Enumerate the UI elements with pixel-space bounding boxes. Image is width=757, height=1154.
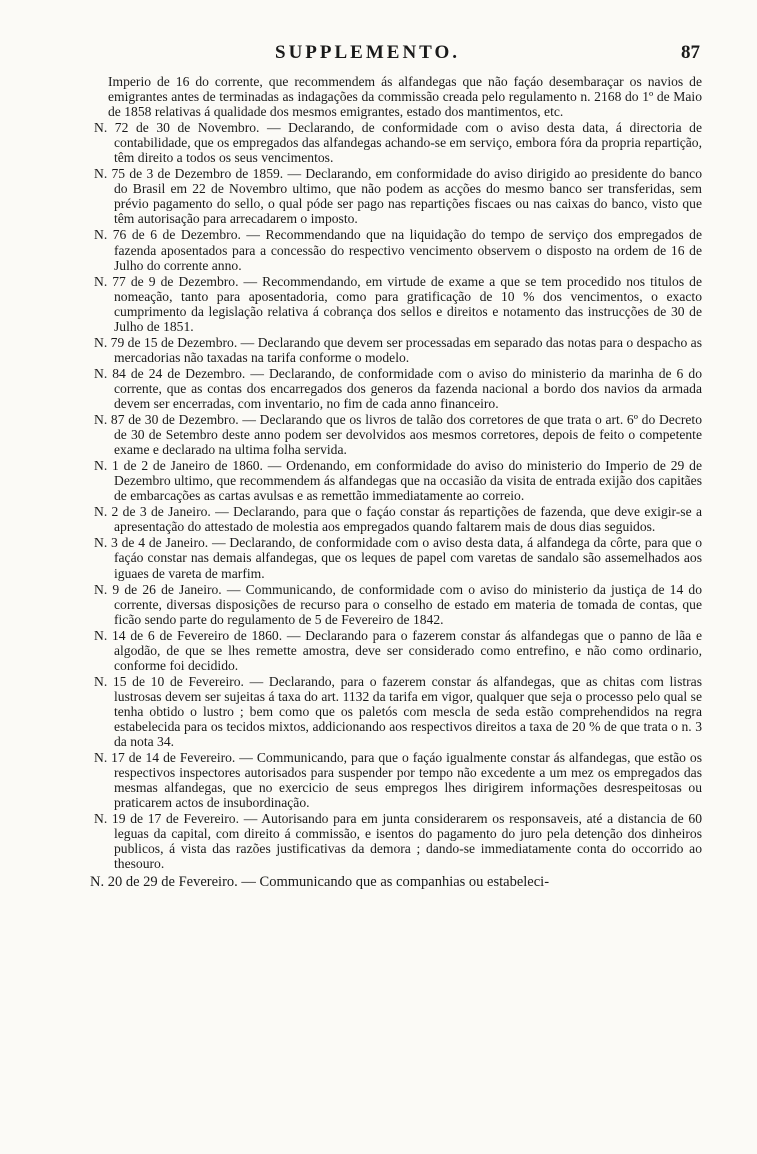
- entry-n14: N. 14 de 6 de Fevereiro de 1860. — Declarando para o fazerem constar ás alfandegas que o panno de lãa e algodão, de que se lhes remette amostra, deve ser considerado como entrefino, e não como ordinario, conforme foi decidido.: [94, 627, 702, 673]
- entry-n20: N. 20 de 29 de Fevereiro. — Communicando que as companhias ou estabeleci-: [90, 874, 550, 891]
- entry-n79: N. 79 de 15 de Dezembro. — Declarando que devem ser processadas em separado das notas para o despacho as mercadorias não taxadas na tarifa conforme o modelo.: [94, 334, 702, 365]
- entry-n9: N. 9 de 26 de Janeiro. — Communicando, de conformidade com o aviso do ministerio da justiça de 14 do corrente, diversas disposições de recurso para o conselho de estado em materia de tomada de contas, que ficão sendo parte do regulamento de 5 de Fevereiro de 1842.: [94, 581, 702, 627]
- entry-n3: N. 3 de 4 de Janeiro. — Declarando, de conformidade com o aviso desta data, á alfandega da côrte, para que o façáo constar nas demais alfandegas, que os leques de papel com varetas de sandalo são assemelhados aos iguaes de vareta de marfim.: [94, 535, 702, 581]
- running-title: SUPPLEMENTO.: [275, 42, 461, 63]
- entry-n84: N. 84 de 24 de Dezembro. — Declarando, de conformidade com o aviso do ministerio da marinha de 6 do corrente, que as contas dos encarregados dos generos da fazenda nacional a bordo dos navios da armada devem ser encerradas, com inventario, no fim de cada anno financeiro.: [94, 365, 702, 411]
- entry-n15: N. 15 de 10 de Fevereiro. — Declarando, para o fazerem constar ás alfandegas, que as chitas com listras lustrosas devem ser sujeitas á taxa do art. 1132 da tarifa em vigor, qualquer que seja o processo pelo qual se tenha obtido o lustro ; bem como que os paletós com mescla de seda estão comprehendidos na regra estabelecida para os tecidos mixtos, addicionando aos respectivos direitos a taxa de 20 % de que trata o n. 3 da nota 34.: [94, 673, 702, 750]
- entry-n2: N. 2 de 3 de Janeiro. — Declarando, para que o façáo constar ás repartições de fazenda, que deve exigir-se a apresentação do attestado de molestia aos empregados quando faltarem mais de dous dias seguidos.: [94, 504, 702, 535]
- page-number: 87: [681, 42, 700, 63]
- entry-n87: N. 87 de 30 de Dezembro. — Declarando que os livros de talão dos corretores de que trata o art. 6º do Decreto de 30 de Setembro deste anno podem ser devolvidos aos mesmos corretores, depois de feito o competente exame e declarado na ultima folha servida.: [94, 412, 702, 458]
- entry-n77: N. 77 de 9 de Dezembro. — Recommendando, em virtude de exame a que se tem procedido nos titulos de nomeação, tanto para aposentadoria, como para gratificação de 10 % dos vencimentos, o exacto cumprimento da legislação relativa á cobrança dos sellos e direitos e notamento das instrucções de 30 de Julho de 1851.: [94, 273, 702, 334]
- entry-n72: N. 72 de 30 de Novembro. — Declarando, de conformidade com o aviso desta data, á directoria de contabilidade, que os empregados das alfandegas achando-se em serviço, embora fóra da propria repartição, têm direito a todos os seus vencimentos.: [94, 120, 702, 166]
- document-body: [62, 74, 702, 891]
- entry-n1: N. 1 de 2 de Janeiro de 1860. — Ordenando, em conformidade do aviso do ministerio do Imperio de 29 de Dezembro ultimo, que recommendem ás alfandegas que na occasião da visita de entrada exijão dos capitães de embarcações as cartas avulsas e as remettão immediatamente ao correio.: [94, 458, 702, 504]
- entry-n17: N. 17 de 14 de Fevereiro. — Communicando, para que o façáo igualmente constar ás alfandegas, que estão os respectivos inspectores autorisados para suspender por tempo não excedente a um mez os empregados das mesmas alfandegas, que no exercicio de seus empregos lhes dirigirem informações desrespeitosas ou praticarem actos de insubordinação.: [94, 750, 702, 811]
- entry-n76: N. 76 de 6 de Dezembro. — Recommendando que na liquidação do tempo de serviço dos empregados de fazenda aposentados para a concessão do respectivo vencimento observem o disposto na ordem de 16 de Julho do corrente anno.: [94, 227, 702, 273]
- entry-intro: Imperio de 16 do corrente, que recommendem ás alfandegas que não façáo desembaraçar os navios de emigrantes antes de terminadas as indagações da commissão creada pelo regulamento n. 2168 do 1º de Maio de 1858 relativas á qualidade dos mesmos emigrantes, estado dos mantimentos, etc.: [108, 74, 702, 120]
- page-header: [110, 42, 700, 66]
- entry-n75: N. 75 de 3 de Dezembro de 1859. — Declarando, em conformidade do aviso dirigido ao presidente do banco do Brasil em 22 de Novembro ultimo, que não podem as acções do mesmo banco ser transferidas, sem prévio pagamento do sello, o qual póde ser pago nas repartições fiscaes ou nas caixas do banco, visto que têm autorisação para arrecadarem o imposto.: [94, 166, 702, 227]
- entry-n19: N. 19 de 17 de Fevereiro. — Autorisando para em junta considerarem os responsaveis, até a distancia de 60 leguas da capital, com direito á commissão, e isentos do pagamento do juro pela detenção dos dinheiros publicos, á vista das razões justificativas da demora ; dando-se immediatamente conta do occorrido ao thesouro.: [94, 811, 702, 872]
